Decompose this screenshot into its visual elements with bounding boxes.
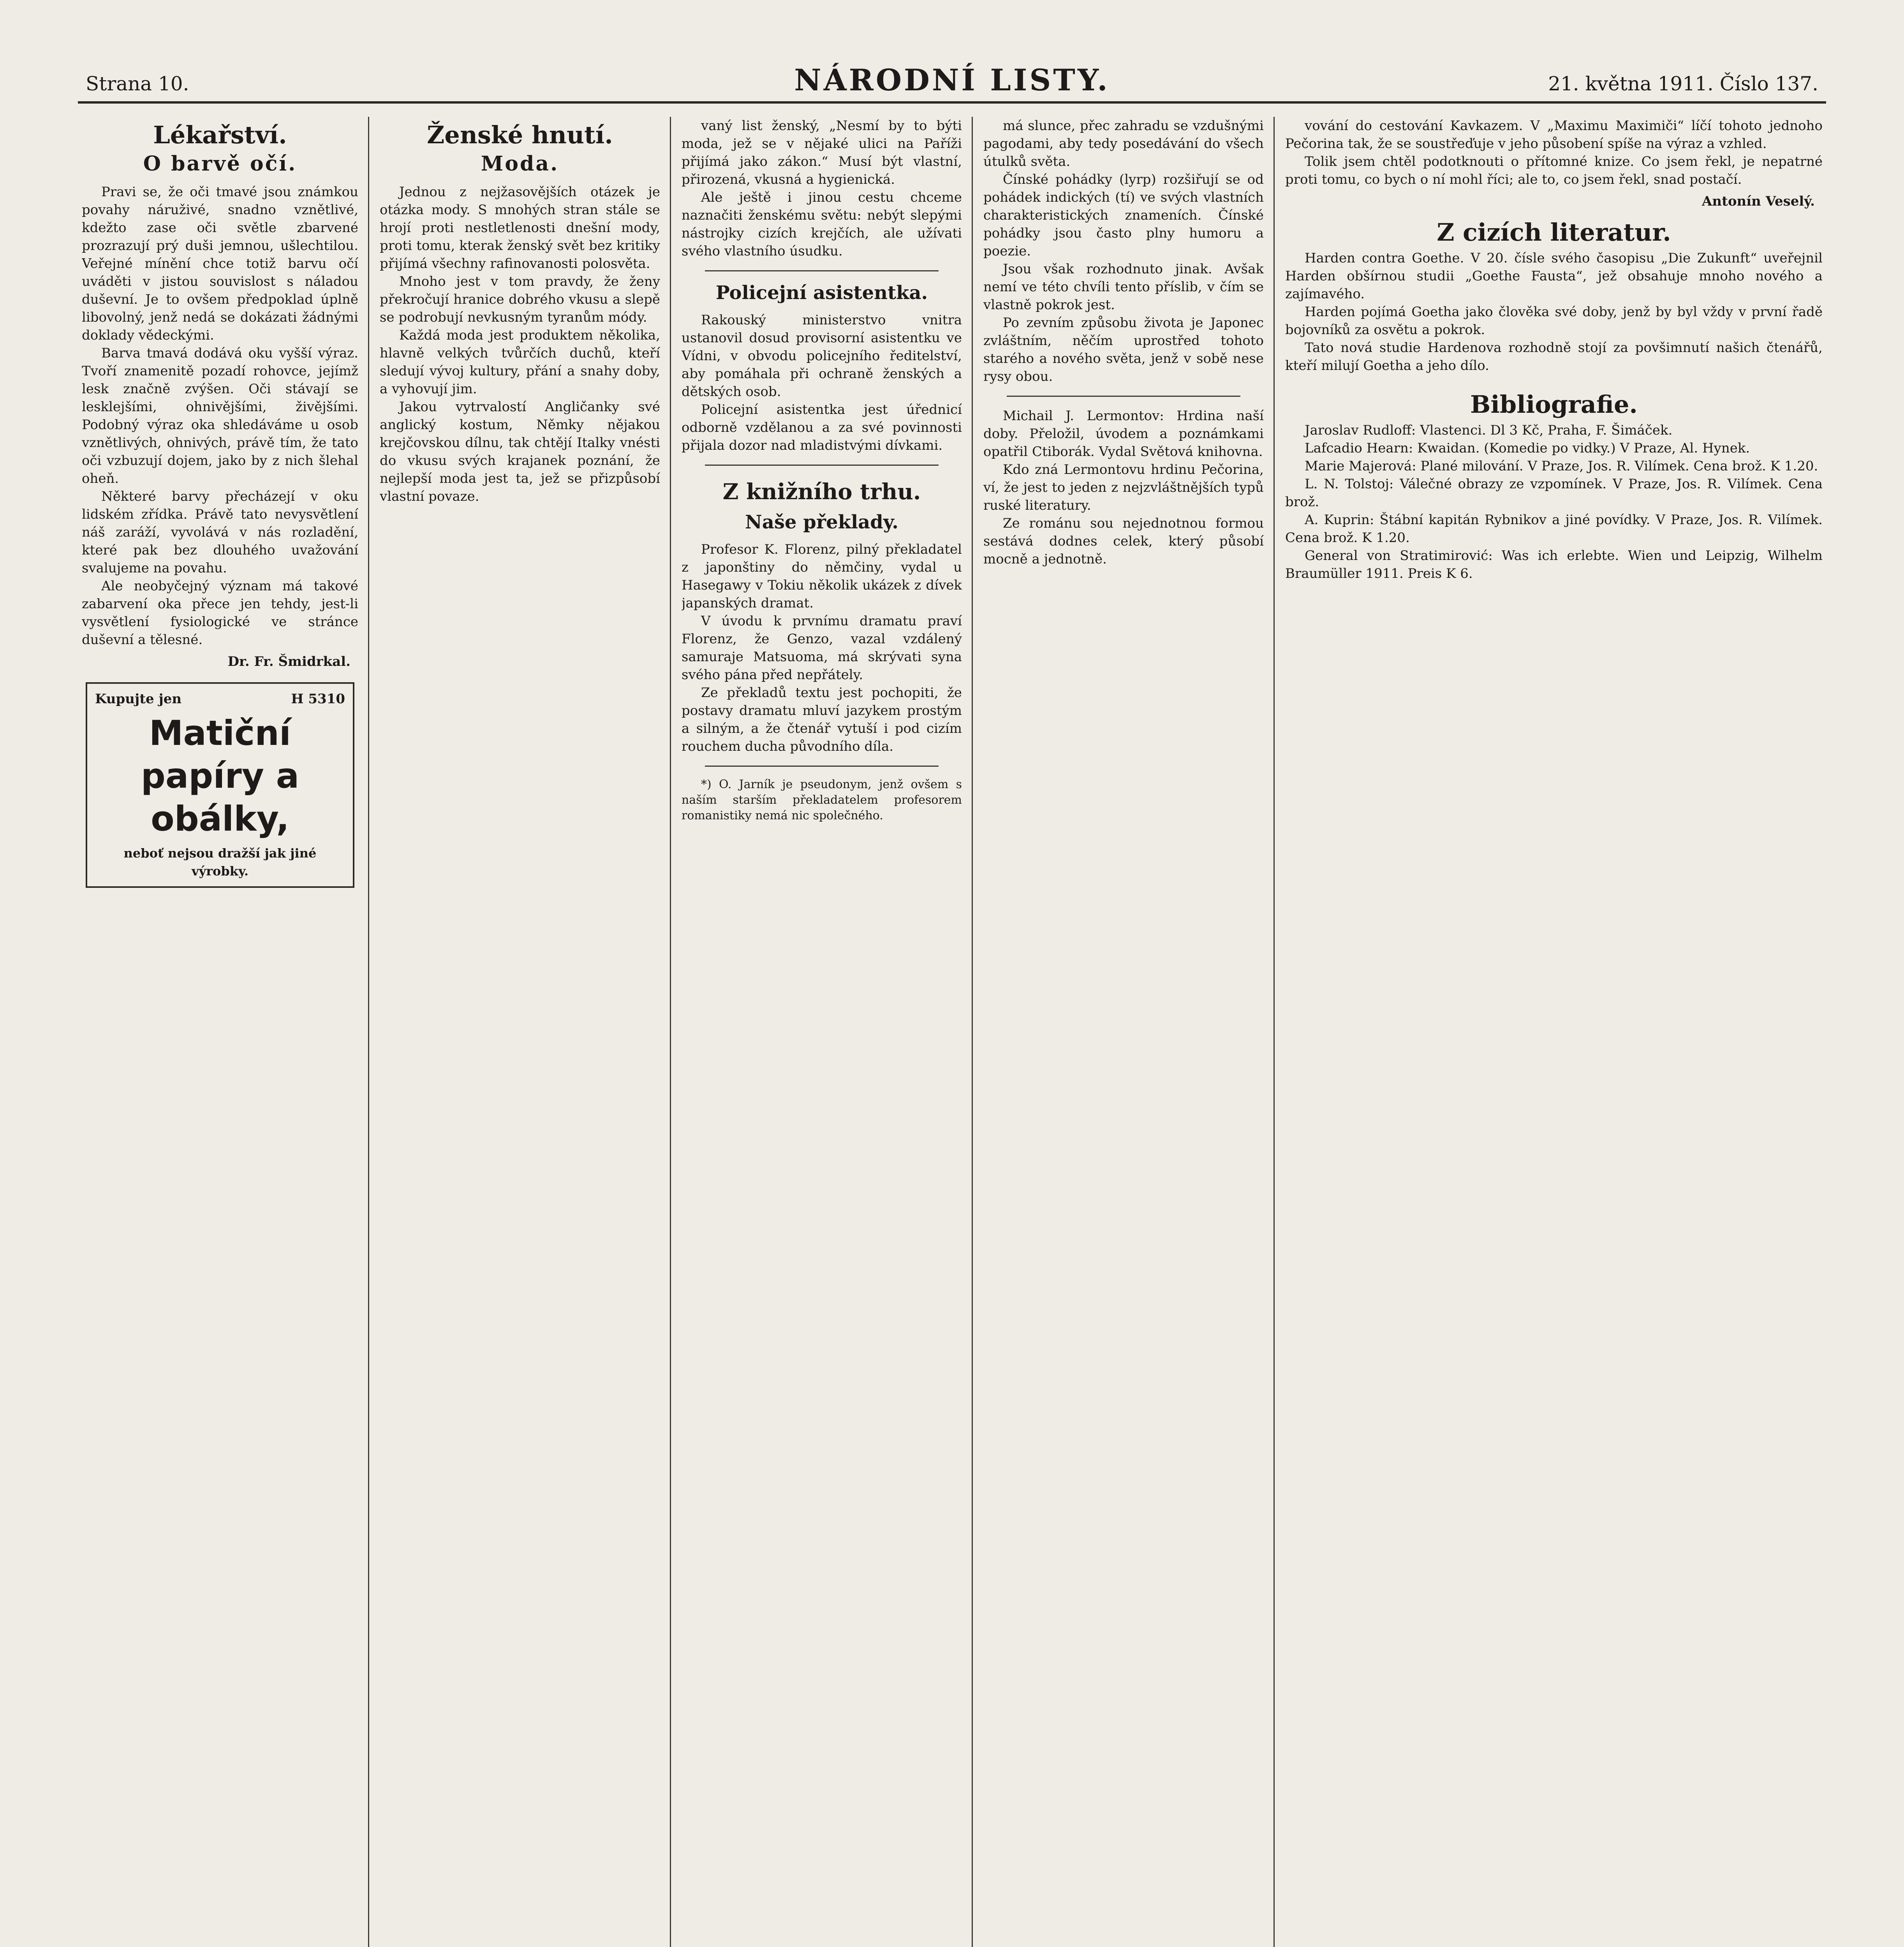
newspaper-title: NÁRODNÍ LISTY. [794,63,1110,97]
article-paragraph: Michail J. Lermontov: Hrdina naší doby. Přeložil, úvodem a poznámkami opatřil Ctiborák. Vydal Světová knihovna. [983,408,1264,459]
article-paragraph: Jakou vytrvalostí Angličanky své anglický kostum, Němky nějakou krejčovskou dílnu, tak chtějí Italky vnésti do vkusu svých krajanek poznání, že nejlepší moda jest ta, jež se přizpůsobí vlastní povaze. [380,399,660,504]
article-paragraph: vaný list ženský, „Nesmí by to býti moda, jež se v nějaké ulici na Paříži přijímá jako zákon.“ Musí být vlastní, přirozená, vkusná a hygienická. [682,118,962,187]
ad-headline: Matiční papíry a obálky, [141,713,299,839]
section-rule [705,465,939,466]
article-paragraph: Ze románu sou nejednotnou formou sestává dodnes celek, který působí mocně a jednotně. [983,516,1264,567]
column-divider [670,117,671,1947]
column-divider [1273,117,1275,1947]
article-paragraph: Některé barvy přecházejí v oku lidském zřídka. Právě tato nevysvětlení náš zaráží, vyvolává v nás rozladění, které pak bez dlouhého uvažování svalujeme na povahu. [82,489,358,576]
article-paragraph: Po zevním způsobu života je Japonec zvláštním, něčím uprostřed tohoto starého a nového světa, jenž v sobě nese rysy obou. [983,315,1264,384]
column-5 [1285,117,1823,1947]
column-3 [682,117,962,1947]
article-paragraph: Tolik jsem chtěl podotknouti o přítomné knize. Co jsem řekl, je nepatrné proti tomu, co bych o ní mohl říci; ale to, co jsem řekl, snad postačí. [1285,154,1823,187]
issue-date: 21. května 1911. Číslo 137. [1548,72,1818,95]
article-paragraph: Harden pojímá Goetha jako člověka své doby, jenž by byl vždy v první řadě bojovníků za osvětu a pokrok. [1285,304,1823,338]
section-rule [705,270,939,271]
article-signature: Antonín Veselý. [1702,194,1815,209]
article-paragraph: Ale ještě i jinou cestu chceme naznačiti ženskému světu: nebýt slepými nástrojky cizích krejčích, ale užívati svého vlastního úsudku. [682,190,962,259]
article-paragraph: Tato nová studie Hardenova rozhodně stojí za povšimnutí našich čtenářů, kteří milují Goetha a jeho dílo. [1285,340,1823,373]
ad-tagline: neboť nejsou dražší jak jiné výrobky. [123,846,317,878]
column-2 [380,117,660,1947]
footnote: *) O. Jarník je pseudonym, jenž ovšem s naším starším překladatelem profesorem romanistiky nemá nic společného. [682,778,962,822]
article-paragraph: Rakouský ministerstvo vnitra ustanovil dosud provisorní asistentku ve Vídni, v obvodu policejního ředitelství, aby pomáhala při ochraně ženských a dětských osob. [682,312,962,400]
bibliography-list [1285,421,1823,583]
section-heading-books: Z knižního trhu. [722,479,921,505]
section-heading-bibliography: Bibliografie. [1470,390,1638,419]
article-paragraph: Profesor K. Florenz, pilný překladatel z japonštiny do němčiny, vydal u Hasegawy v Tokiu několik ukázek z dívek japanských dramat. [682,542,962,611]
article-title-police-assistant: Policejní asistentka. [715,282,928,304]
footnote-rule [705,766,939,767]
article-paragraph: Jsou však rozhodnuto jinak. Avšak nemí ve této chvíli tento příslib, v čím se vlastně pokrok jest. [983,261,1264,313]
article-paragraph: Pravi se, že oči tmavé jsou známkou povahy náruživé, snadno vznětlivé, kdežto zase oči světle zbarvené prozrazují prý duši jemnou, ušlechtilou. Veřejné mínění chce totiž barvu očí uváděti v jistou souvislost s náladou duševní. Je to ovšem předpoklad úplně libovolný, jenž nedá se dokázati žádnými doklady vědeckými. [82,184,358,343]
page-number: Strana 10. [86,72,189,95]
column-1 [82,117,358,1947]
article-paragraph: Policejní asistentka jest úřednicí odborně vzdělanou a za své povinnosti přijala dozor nad mladistvými dívkami. [682,402,962,453]
article-title-translations: Naše překlady. [745,511,898,533]
article-paragraph: Kdo zná Lermontovu hrdinu Pečorina, ví, že jest to jeden z nejzvláštnějších typů ruské literatury. [983,462,1264,513]
section-heading-foreign-literature: Z cizích literatur. [1437,218,1671,246]
article-paragraph: V úvodu k prvnímu dramatu praví Florenz, že Genzo, vazal vzdálený samuraje Matsuoma, má skrývati syna svého pána před nepřátely. [682,613,962,683]
bibliography-item: Lafcadio Hearn: Kwaidan. (Komedie po vidky.) V Praze, Al. Hynek. [1305,440,1750,456]
article-paragraph: vování do cestování Kavkazem. V „Maximu Maximiči“ líčí tohoto jednoho Pečorina tak, že se soustřeďuje v jeho působení spíše na výraz a vzhled. [1285,118,1823,151]
bibliography-item: L. N. Tolstoj: Válečné obrazy ze vzpomínek. V Praze, Jos. R. Vilímek. Cena brož. [1285,476,1823,510]
column-divider [972,117,973,1947]
bibliography-item: A. Kuprin: Štábní kapitán Rybnikov a jiné povídky. V Praze, Jos. R. Vilímek. Cena brož. K 1.20. [1285,512,1823,546]
article-paragraph: Každá moda jest produktem několika, hlavně velkých tvůrčích duchů, kteří sledují vývoj kultury, přání a snahy doby, a vyhovují jim. [380,327,660,397]
article-signature: Dr. Fr. Šmidrkal. [227,654,351,669]
article-paragraph: Barva tmavá dodává oku vyšší výraz. Tvoří znamenitě pozadí rohovce, jejímž lesk značně zvýšen. Oči stávají se lesklejšími, ohnivějšími, živějšími. Podobný výraz oka shledáváme u osob vznětlivých, ohnivých, právě tím, že tato oči vzbuzují dojem, jako by z nich šlehal oheň. [82,345,358,486]
article-title-fashion: Moda. [481,152,559,176]
article-title-eye-color: O barvě očí. [143,152,297,176]
bibliography-item: General von Stratimirović: Was ich erlebte. Wien und Leipzig, Wilhelm Braumüller 1911. Preis K 6. [1285,548,1823,581]
bibliography-item: Marie Majerová: Plané milování. V Praze, Jos. R. Vilímek. Cena brož. K 1.20. [1305,458,1818,474]
column-4 [983,117,1264,1947]
article-paragraph: má slunce, přec zahradu se vzdušnými pagodami, aby tedy posedávání do všech útulků světa. [983,118,1264,169]
section-heading-medicine: Lékařství. [153,121,287,149]
ad-code: H 5310 [291,691,345,707]
section-rule [1007,396,1240,397]
article-paragraph: Mnoho jest v tom pravdy, že ženy překročují hranice dobrého vkusu a slepě se podrobují nevkusným tyranům módy. [380,274,660,325]
section-heading-women: Ženské hnutí. [427,121,613,149]
masthead [78,58,1826,104]
ad-label: Kupujte jen [95,691,182,707]
article-paragraph: Ale neobyčejný význam má takové zabarvení oka přece jen tehdy, jest-li vysvětlení fysiologické ve stránce duševní a tělesné. [82,578,358,648]
article-paragraph: Čínské pohádky (lyrp) rozšiřují se od pohádek indických (tí) ve svých vlastních charakteristických znameních. Čínské pohádky jsou často plny humoru a poezie. [983,172,1264,259]
article-paragraph: Harden contra Goethe. V 20. čísle svého časopisu „Die Zukunft“ uveřejnil Harden obšírnou studii „Goethe Fausta“, jež obsahuje mnoho nového a zajímavého. [1285,250,1823,302]
advertisement-box [86,682,354,888]
bibliography-item: Jaroslav Rudloff: Vlastenci. Dl 3 Kč, Praha, F. Šimáček. [1305,422,1673,438]
article-paragraph: Ze překladů textu jest pochopiti, že postavy dramatu mluví jazykem prostým a silným, a že čtenář vytuší i pod cizím rouchem ducha původního díla. [682,685,962,754]
column-divider [368,117,369,1947]
article-paragraph: Jednou z nejžasovějších otázek je otázka mody. S mnohých stran stále se hrojí proti nestletlenosti dnešní mody, proti tomu, kterak ženský svět bez kritiky přijímá všechny rafinovanosti polosvěta. [380,184,660,271]
